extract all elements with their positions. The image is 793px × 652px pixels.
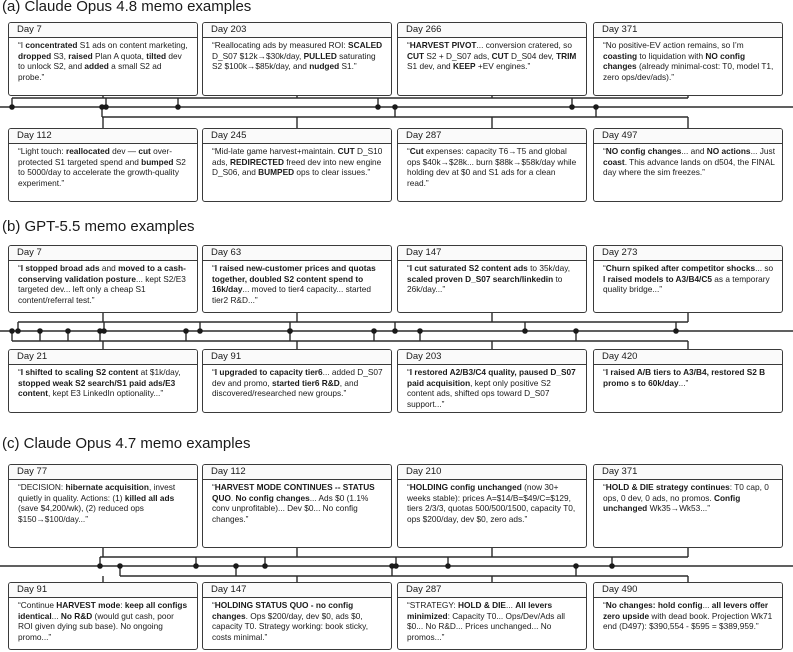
timeline-dot [569,104,575,110]
memo-card [593,582,783,650]
memo-text: “ [603,263,606,273]
memo-quote [594,480,782,516]
memo-day-label: Day 420 [594,350,782,365]
memo-text: D_S10 ads, [212,146,383,167]
section-title: (b) GPT-5.5 memo examples [2,218,195,235]
memo-emphasis: I raised models to A3/B4/C5 [603,273,712,284]
timeline-dot [97,328,103,334]
timeline-dot [573,328,579,334]
memo-emphasis: Cut [409,146,424,156]
memo-day-label: Day 497 [594,129,782,144]
memo-card [397,582,587,650]
memo-text: ... [505,600,516,610]
memo-quote [594,365,782,390]
memo-text: ... Just [750,146,775,156]
memo-emphasis: scaled proven D_S07 search/linkedin [407,273,554,284]
memo-quote [398,480,586,526]
memo-emphasis: HOLDING STATUS QUO - no config changes [212,600,354,621]
timeline-dot [609,563,615,569]
memo-emphasis: CUT [337,146,355,156]
memo-emphasis: No config changes [235,492,310,503]
timeline-dot [371,328,377,334]
memo-card [202,22,392,96]
timeline-dot [97,563,103,569]
memo-emphasis: REDIRECTED [230,156,284,167]
memo-card [397,22,587,96]
memo-day-label: Day 203 [398,350,586,365]
memo-text: “ [212,263,215,273]
memo-card [202,349,392,413]
memo-emphasis: TRIM [556,50,577,61]
memo-emphasis: I raised A/B tiers to A3/B4, restored S2 B promo s to 60k/day [603,367,766,388]
memo-emphasis: HOLD & DIE strategy continues [605,482,730,492]
memo-emphasis: I restored A2/B3/C4 quality, paused D_S07 paid acquisition [407,367,576,388]
timeline-dot [37,328,43,334]
memo-text: “ [18,263,21,273]
memo-text: “ [603,600,606,610]
memo-emphasis: reallocated [65,146,110,156]
memo-text: S3, [51,50,69,61]
memo-emphasis: CUT [407,50,425,61]
memo-text: Plan A quota, [92,50,147,61]
memo-day-label: Day 91 [203,350,391,365]
memo-emphasis: NO config changes [603,50,746,72]
memo-quote [203,365,391,401]
memo-emphasis: NO actions [706,146,751,156]
memo-text: ops to clear issues.” [294,167,371,178]
memo-day-label: Day 210 [398,465,586,480]
memo-text: (save $4,200/wk), (2) reduced ops $150→$100/day...” [18,503,144,524]
timeline-dot [9,104,15,110]
memo-card [8,22,198,96]
memo-emphasis: hibernate acquisition [65,482,149,492]
memo-text: “Continue [18,600,57,610]
memo-emphasis: KEEP [452,61,476,72]
memo-quote [9,144,197,190]
memo-text: ... [702,600,712,610]
memo-text: “ [212,482,215,492]
memo-text: “ [212,600,215,610]
memo-card [202,128,392,202]
timeline-dot [9,328,15,334]
memo-text: D_S07 $12k→$30k/day, [212,50,304,61]
memo-text: with dead book. Projection Wk71 end (D497): $390,554 - $595 = $389,959.” [603,610,773,632]
memo-quote [594,261,782,297]
memo-card [8,349,198,413]
memo-text: “Mid-late game harvest+maintain. [212,146,338,156]
memo-emphasis: I cut saturated S2 content ads [409,263,528,273]
memo-emphasis: concentrated [25,40,78,50]
memo-emphasis: CUT [491,50,509,61]
timeline-dot [287,328,293,334]
memo-text: “ [18,367,21,377]
memo-emphasis: raised [68,50,93,61]
memo-text: S2 to 5000/day to accelerate the growth-quality experiment.” [18,156,186,188]
memo-card [593,464,783,548]
memo-text: at $1k/day, [138,367,181,377]
memo-day-label: Day 147 [203,583,391,598]
memo-text: to liquidation with [637,50,706,61]
memo-card [397,128,587,202]
memo-quote [398,144,586,190]
timeline-dot [117,563,123,569]
memo-emphasis: keep all configs identical [18,600,188,621]
memo-emphasis: nudged [309,61,340,72]
timeline-dot [573,563,579,569]
memo-text: “ [407,146,410,156]
memo-text: , kept E3 LinkedIn optionality...” [47,388,164,399]
memo-text: , invest quietly in quality. Actions: (1) [18,482,176,503]
memo-quote [203,598,391,644]
timeline-dot [375,104,381,110]
memo-card [593,349,783,413]
memo-text: over-protected S1 targeted spend and [18,146,173,167]
memo-emphasis: HARVEST MODE CONTINUES -- STATUS QUO [212,482,375,503]
memo-emphasis: I raised new-customer prices and quotas together, doubled S2 content spend to 16k/day [212,263,376,295]
memo-card [202,464,392,548]
memo-quote [398,365,586,411]
memo-card [593,22,783,96]
memo-day-label: Day 266 [398,23,586,38]
memo-day-label: Day 287 [398,129,586,144]
memo-emphasis: coasting [603,50,638,61]
memo-emphasis: added [84,61,109,72]
memo-text: expenses: capacity T6→T5 and global ops $40k→$28k... burn $88k→$58k/day while holding dev at $0 and S1 ads for a clean read.” [407,146,577,188]
memo-quote [594,38,782,84]
memo-text: +EV engines.” [475,61,531,72]
timeline-dot [233,563,239,569]
memo-card [8,245,198,313]
timeline-dot [193,563,199,569]
memo-day-label: Day 287 [398,583,586,598]
memo-card [8,128,198,202]
memo-emphasis: HOLD & DIE [458,600,506,610]
memo-emphasis: Churn spiked after competitor shocks [605,263,756,273]
memo-text: ... moved to tier4 capacity... started tier2 R&D...” [212,284,371,305]
memo-text: ... conversion cratered, so [476,40,572,50]
memo-text: . [230,492,236,503]
timeline-dot [417,328,423,334]
timeline-dot [593,104,599,110]
memo-card [397,464,587,548]
memo-text: D_S04 dev, [508,50,557,61]
memo-card [8,464,198,548]
memo-emphasis: HARVEST mode [56,600,121,610]
memo-quote [9,598,197,644]
memo-text: “ [407,263,410,273]
timeline-dot [392,104,398,110]
memo-card [593,128,783,202]
memo-day-label: Day 371 [594,465,782,480]
memo-day-label: Day 63 [203,246,391,261]
memo-quote [594,144,782,180]
memo-emphasis: No R&D [60,610,93,621]
memo-emphasis: cut [138,146,151,156]
memo-text: “ [212,367,215,377]
memo-emphasis: All levers minimized [407,600,553,621]
memo-text: : T0 cap, 0 ops, 0 dev, 0 ads, no promos. [603,482,769,503]
memo-emphasis: SCALED [348,40,383,50]
memo-text: “ [603,367,606,377]
timeline-dot [392,328,398,334]
memo-text: ... [51,610,61,621]
memo-quote [203,144,391,180]
timeline-dot [65,328,71,334]
memo-day-label: Day 112 [203,465,391,480]
memo-text: , kept only positive S2 content ads, shifted ops toward D_S07 support...” [407,377,551,409]
memo-text: a small S2 ad probe.” [18,61,162,82]
memo-text: “ [603,482,606,492]
memo-text: (already minimal-cost: T0, model T1, zero ops/dev/ads).” [603,61,774,82]
memo-text: “ [407,367,410,377]
timeline-dot [389,563,395,569]
memo-text: (would gut cash, poor ROI given dying sub base). No ongoing promo...” [18,610,174,642]
memo-emphasis: dropped [18,50,52,61]
memo-quote [398,261,586,297]
timeline-dot [673,328,679,334]
memo-text: as a temporary quality bridge...” [603,273,770,295]
memo-quote [9,480,197,526]
timeline-dot [175,104,181,110]
memo-emphasis: I shifted to scaling S2 content [20,367,139,377]
memo-day-label: Day 21 [9,350,197,365]
memo-emphasis: started tier6 R&D [271,377,340,388]
memo-text: “ [407,40,410,50]
memo-text: : Capacity T0... Ops/Dev/Ads all $0... No R&D... Prices unchanged... No promos...” [407,610,566,642]
memo-day-label: Day 112 [9,129,197,144]
memo-day-label: Day 147 [398,246,586,261]
memo-card [593,245,783,313]
memo-text: to 26k/day...” [407,273,563,295]
memo-card [397,245,587,313]
timeline-dot [183,328,189,334]
memo-text: “ [407,482,410,492]
memo-emphasis: coast [603,156,625,167]
memo-emphasis: I upgraded to capacity tier6 [214,367,323,377]
memo-text: ... Ads $0 (1.1% conv unprofitable)... Dev $0... No config changes.” [212,492,369,524]
timeline-dot [197,328,203,334]
memo-text: “ [603,146,606,156]
memo-card [397,349,587,413]
memo-quote [9,38,197,84]
memo-text: “STRATEGY: [407,600,459,610]
memo-day-label: Day 371 [594,23,782,38]
memo-quote [9,365,197,401]
memo-emphasis: I stopped broad ads [20,263,100,273]
memo-emphasis: Config unchanged [603,492,741,514]
memo-day-label: Day 273 [594,246,782,261]
timeline-dot [445,563,451,569]
timeline-dot [99,104,105,110]
memo-quote [398,598,586,644]
memo-text: S2 + D_S07 ads, [424,50,492,61]
memo-quote [203,38,391,74]
section-title: (a) Claude Opus 4.8 memo examples [2,0,252,15]
memo-emphasis: NO config changes [605,146,682,156]
memo-day-label: Day 490 [594,583,782,598]
section-title: (c) Claude Opus 4.7 memo examples [2,435,251,452]
memo-text: saturating S2 $100k→$85k/day, and [212,50,376,72]
memo-text: “DECISION: [18,482,66,492]
memo-card [202,245,392,313]
memo-text: . Ops $200/day, dev $0, ads $0, capacity T0. Strategy working: book sticky, costs minimal.” [212,610,369,642]
memo-emphasis: No changes: hold config [605,600,703,610]
memo-quote [203,261,391,307]
memo-card [8,582,198,650]
memo-text: , and discovered/researched new groups.” [212,377,359,399]
memo-text: . This advance lands on d504, the FINAL day where the sim freezes.” [603,156,775,178]
memo-emphasis: all levers offer zero upside [603,600,769,621]
memo-emphasis: BUMPED [258,167,295,178]
memo-card [202,582,392,650]
memo-text: “No positive-EV action remains, so I’m [603,40,744,50]
memo-quote [398,38,586,74]
memo-text: ... kept S2/E3 targeted dev... left only a cheap S1 content/referral test.” [18,273,186,305]
memo-emphasis: HARVEST PIVOT [409,40,477,50]
memo-text: “Light touch: [18,146,66,156]
memo-quote [203,480,391,526]
memo-emphasis: stopped weak S2 search/S1 paid ads/E3 content [18,377,176,399]
memo-text: : [120,600,125,610]
memo-quote [594,598,782,634]
memo-text: and [99,263,119,273]
memo-quote [9,261,197,307]
memo-text: ...” [678,377,689,388]
memo-text: ... and [681,146,707,156]
memo-emphasis: tilted [146,50,167,61]
memo-emphasis: moved to a cash-conserving validation posture [18,263,186,284]
timeline-dot [262,563,268,569]
memo-text: dev to unlock S2, and [18,50,182,72]
memo-text: S1 dev, and [407,61,453,72]
memo-text: (now 30+ weeks stable): prices A=$14/B=$49/C=$129, tiers 2/3/3, quotas 500/500/1500, capacity T0, ops $200/day, dev $0, zero ads.” [407,482,576,524]
memo-emphasis: killed all ads [124,492,175,503]
memo-day-label: Day 245 [203,129,391,144]
memo-text: ... so [755,263,774,273]
memo-text: dev — [109,146,139,156]
timeline-dot [15,328,21,334]
memo-text: to 35k/day, [527,263,571,273]
memo-emphasis: bumped [141,156,174,167]
memo-emphasis: PULLED [303,50,337,61]
memo-text: S1.” [339,61,357,72]
memo-text: “I [18,40,26,50]
memo-text: “Reallocating ads by measured ROI: [212,40,349,50]
memo-text: S1 ads on content marketing, [77,40,188,50]
memo-day-label: Day 7 [9,23,197,38]
memo-day-label: Day 203 [203,23,391,38]
memo-day-label: Day 91 [9,583,197,598]
memo-text: Wk35→Wk53...” [647,503,710,514]
memo-day-label: Day 7 [9,246,197,261]
memo-day-label: Day 77 [9,465,197,480]
memo-emphasis: HOLDING config unchanged [409,482,522,492]
memo-text: ... added D_S07 dev and promo, [212,367,383,388]
memo-text: freed dev into new engine D_S06, and [212,156,382,178]
timeline-dot [522,328,528,334]
